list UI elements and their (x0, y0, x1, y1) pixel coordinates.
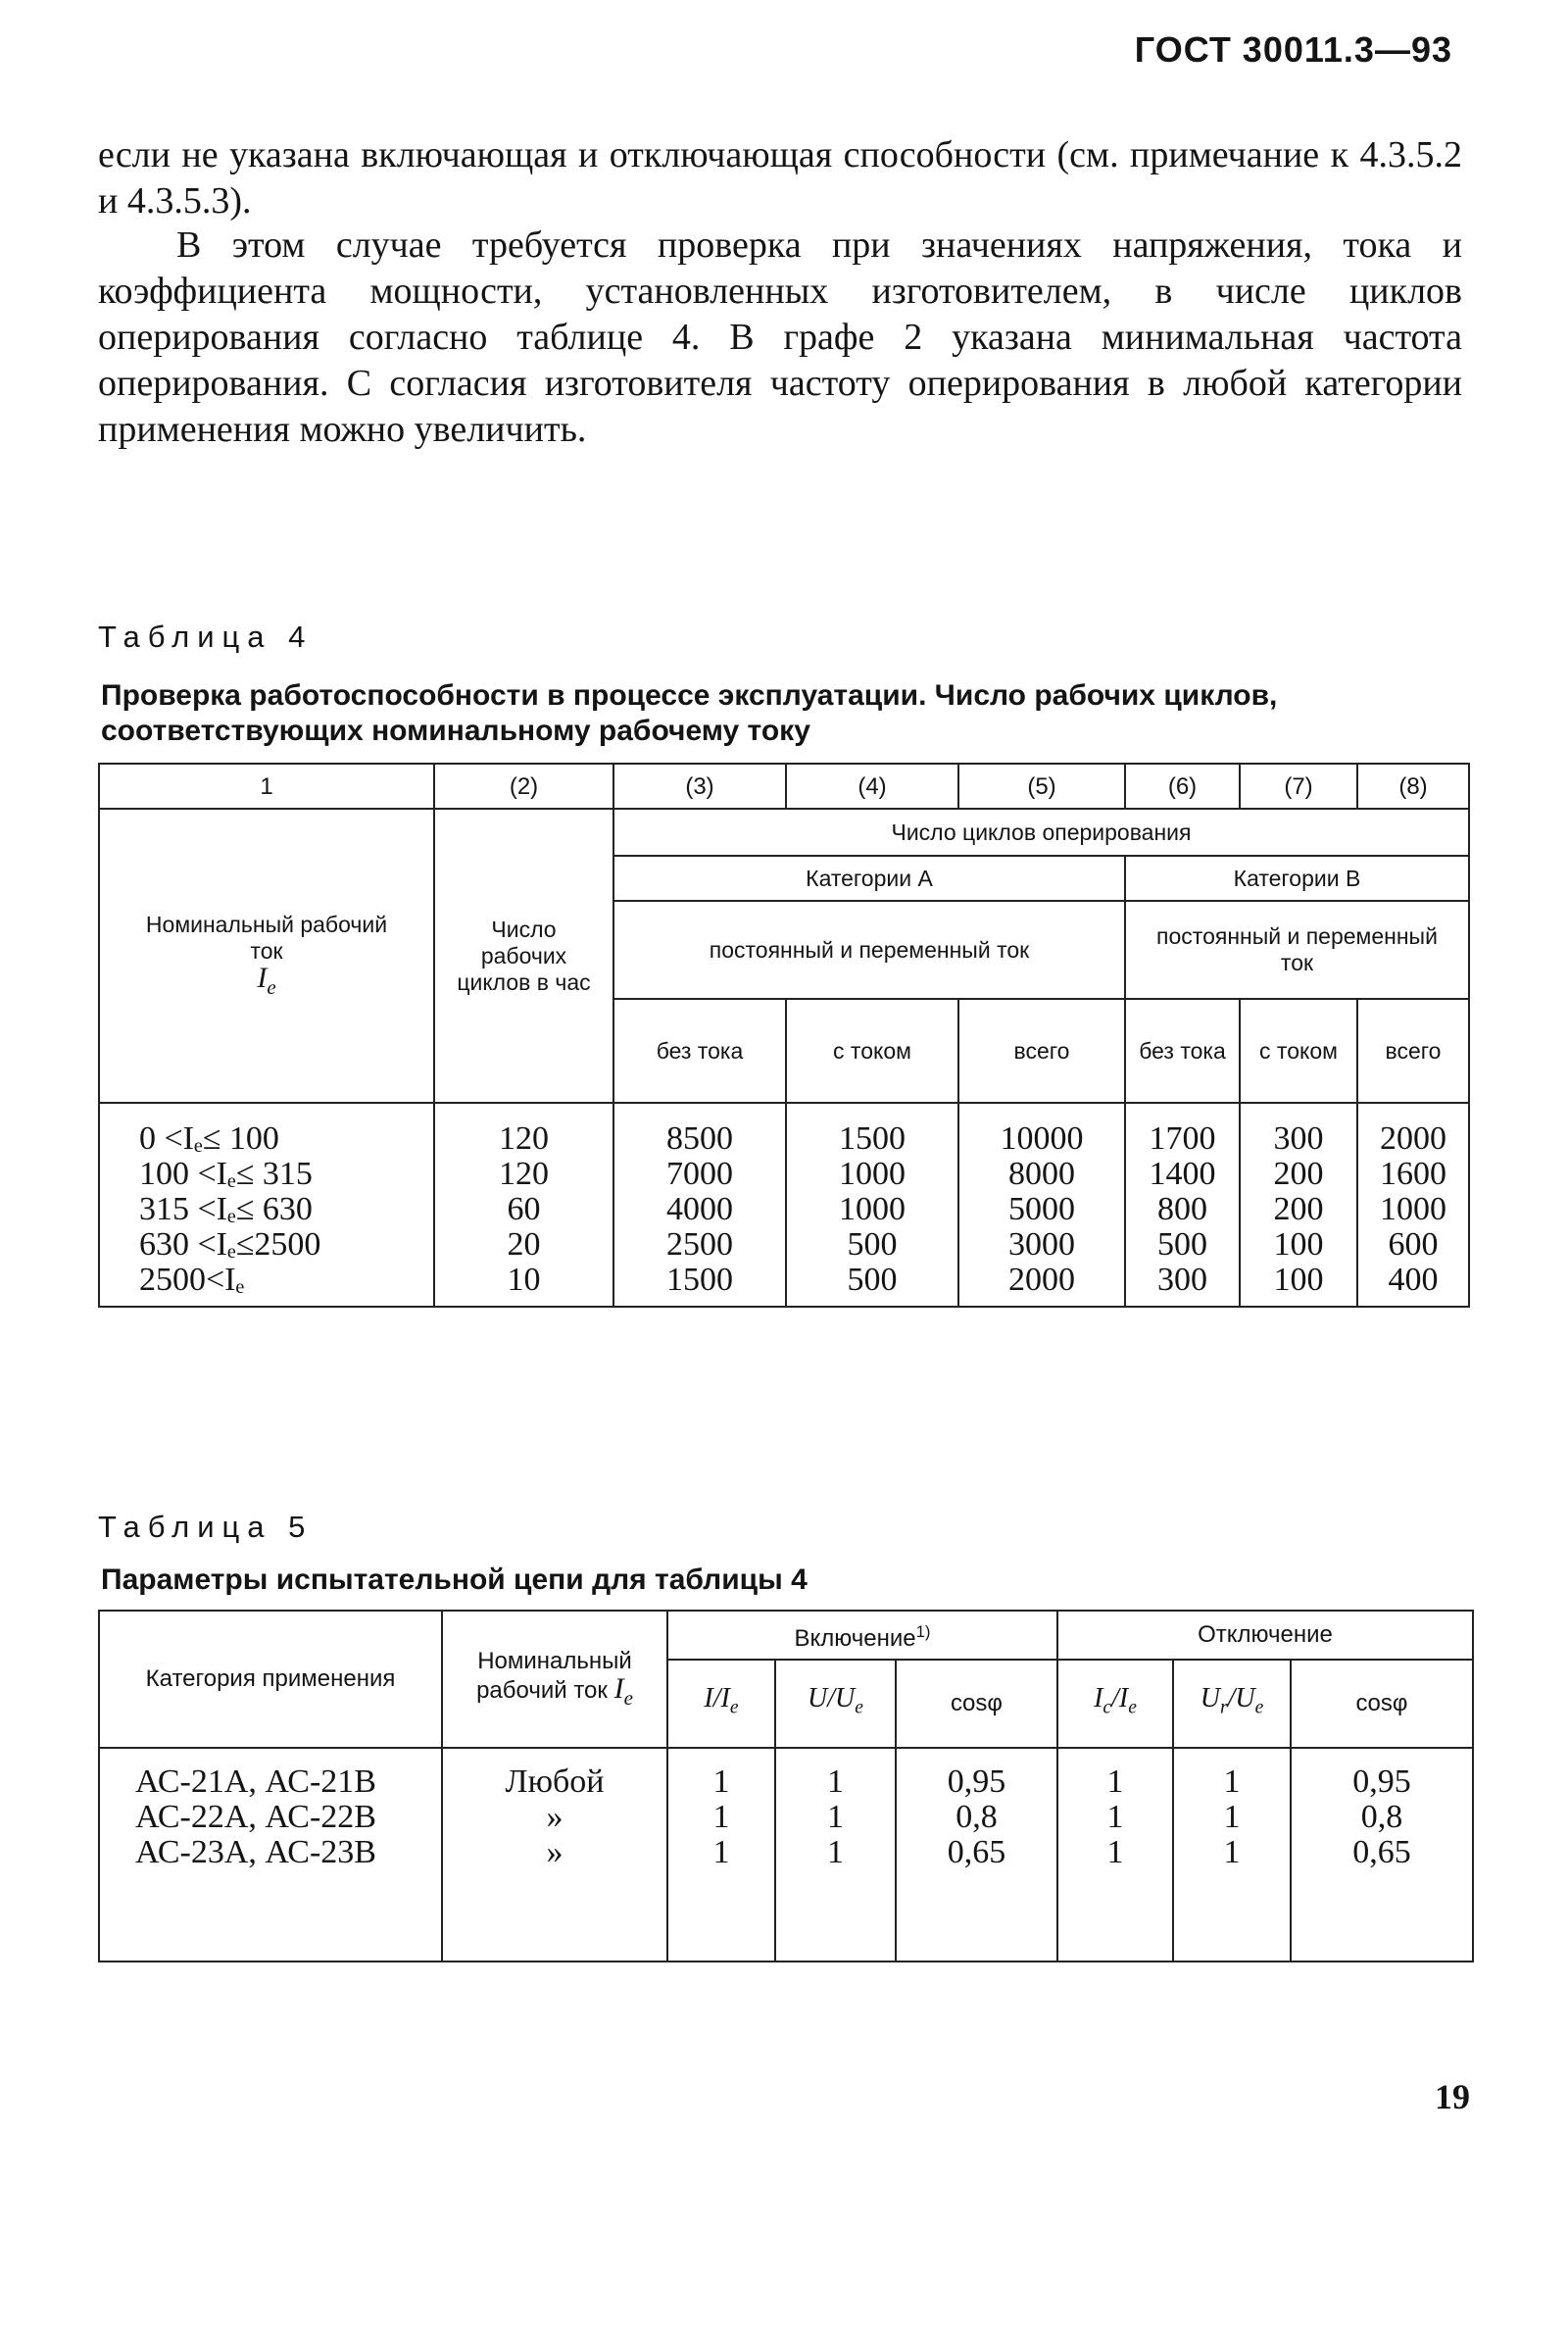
t5-header-ic-ie: $I_c/I_e$ (1057, 1660, 1173, 1748)
t5-col-cos-break (1291, 1748, 1473, 1962)
t5-cell-u-ue: 1 (827, 1763, 844, 1800)
t4-cell-a-with: 1000 (839, 1156, 906, 1192)
t5-cell-current: » (546, 1799, 564, 1835)
t5-col-u-ue (775, 1748, 896, 1962)
table4 (98, 763, 1470, 1308)
t4-cell-a-with: 500 (847, 1226, 898, 1263)
t5-col-cos-make (896, 1748, 1057, 1962)
t4-col-a-with (786, 1103, 958, 1307)
t4-cell-b-with: 100 (1273, 1226, 1324, 1263)
t5-cell-ur-ue: 1 (1223, 1834, 1241, 1870)
t5-header-break: Отключение (1057, 1611, 1473, 1660)
t5-cell-i-ie: 1 (712, 1799, 730, 1835)
t4-col-a-no (613, 1103, 786, 1307)
t4-col-cph (434, 1103, 613, 1307)
t4-cell-a-no: 7000 (666, 1156, 733, 1192)
t4-header-b-no-current: без тока (1125, 999, 1240, 1103)
t4-col-range (99, 1103, 434, 1307)
t4-cell-b-with: 200 (1273, 1191, 1324, 1227)
t5-col-ic-ie (1057, 1748, 1173, 1962)
t4-cell-a-no: 8500 (666, 1120, 733, 1157)
t5-cell-u-ue: 1 (827, 1834, 844, 1870)
paragraph-continuation: если не указана включающая и отключающая способности (см. примечание к 4.3.5.2 и 4.3.5.3). (98, 134, 1462, 222)
t5-cell-ic-ie: 1 (1106, 1799, 1124, 1835)
t4-cell-a-no: 2500 (666, 1226, 733, 1263)
t4-header-b-total: всего (1357, 999, 1469, 1103)
t5-header-cos-break: cosφ (1291, 1660, 1473, 1748)
t4-cell-b-total: 1600 (1380, 1156, 1446, 1192)
document-header: ГОСТ 30011.3—93 (1134, 29, 1452, 70)
t4-cell-a-total: 10000 (1000, 1120, 1084, 1157)
t4-cell-b-no: 1700 (1149, 1120, 1216, 1157)
t4-cell-b-total: 400 (1388, 1262, 1439, 1298)
t4-header-rated-current: Номинальный рабочий ток $I_e$ (99, 809, 434, 1103)
t4-cell-b-total: 1000 (1380, 1191, 1446, 1227)
t5-cell-category: АС-22А, АС-22В (135, 1799, 376, 1835)
t5-header-u-ue: $U/U_e$ (775, 1660, 896, 1748)
t5-cell-ic-ie: 1 (1106, 1763, 1124, 1800)
t4-cell-range: 0 <Iₑ≤ 100 (139, 1120, 279, 1157)
t5-cell-current: » (546, 1834, 564, 1870)
t4-header-b-with-current: с током (1240, 999, 1357, 1103)
t5-cell-category: АС-21А, АС-21В (135, 1763, 376, 1800)
t5-header-category: Категория применения (99, 1611, 442, 1748)
t4-colnum-5: (5) (958, 764, 1125, 809)
t4-col-b-total (1357, 1103, 1469, 1307)
table5 (98, 1610, 1474, 1962)
t4-header-a-with-current: с током (786, 999, 958, 1103)
t5-cell-ic-ie: 1 (1106, 1834, 1124, 1870)
t4-colnum-2: (2) (434, 764, 613, 809)
t4-cell-a-total: 2000 (1008, 1262, 1075, 1298)
t5-cell-cos-make: 0,65 (947, 1834, 1006, 1870)
t4-cell-a-with: 1500 (839, 1120, 906, 1157)
t5-col-ur-ue (1173, 1748, 1291, 1962)
t4-cell-range: 630 <Iₑ≤2500 (139, 1226, 321, 1263)
t5-cell-category: АС-23А, АС-23В (135, 1834, 376, 1870)
t4-header-current-type-b: постоянный и переменный ток (1125, 901, 1469, 999)
t5-cell-ur-ue: 1 (1223, 1799, 1241, 1835)
t4-header-category-a: Категории А (613, 856, 1125, 901)
t4-cell-a-no: 1500 (666, 1262, 733, 1298)
t4-cell-b-no: 300 (1157, 1262, 1207, 1298)
t4-cell-range: 100 <Iₑ≤ 315 (139, 1156, 313, 1192)
t4-cell-a-no: 4000 (666, 1191, 733, 1227)
t4-cell-b-no: 500 (1157, 1226, 1207, 1263)
t4-cell-b-with: 300 (1273, 1120, 1324, 1157)
t4-header-a-no-current: без тока (613, 999, 786, 1103)
t4-cell-range: 2500<Iₑ (139, 1262, 245, 1298)
t4-cell-a-total: 8000 (1008, 1156, 1075, 1192)
t5-header-rated-current: Номинальный рабочий ток $I_e$ (442, 1611, 667, 1748)
t4-cell-a-with: 500 (847, 1262, 898, 1298)
t4-cell-a-with: 1000 (839, 1191, 906, 1227)
t4-cell-cph: 120 (499, 1156, 549, 1192)
table4-caption: Таблица 4 (98, 620, 314, 654)
t4-header-category-b: Категории В (1125, 856, 1469, 901)
t4-cell-b-no: 800 (1157, 1191, 1207, 1227)
t4-colnum-6: (6) (1125, 764, 1240, 809)
t4-header-cycles-per-hour: Число рабочих циклов в час (434, 809, 613, 1103)
paragraph-test-conditions: В этом случае требуется проверка при значениях напряжения, тока и коэффициента мощности, установленных изготовителем, в числе циклов оперирования согласно таблице 4. В графе 2 указана минимальная частота оперирования. С согласия изготовителя частоту оперирования в любой категории применения можно увеличить. (98, 224, 1462, 450)
t5-cell-cos-break: 0,65 (1352, 1834, 1411, 1870)
t4-cell-range: 315 <Iₑ≤ 630 (139, 1191, 313, 1227)
t5-cell-ur-ue: 1 (1223, 1763, 1241, 1800)
t5-cell-cos-make: 0,95 (947, 1763, 1006, 1800)
t4-cell-b-total: 600 (1388, 1226, 1439, 1263)
t4-cell-a-total: 5000 (1008, 1191, 1075, 1227)
t4-colnum-3: (3) (613, 764, 786, 809)
t5-cell-i-ie: 1 (712, 1763, 730, 1800)
t4-cell-b-no: 1400 (1149, 1156, 1216, 1192)
t5-header-i-ie: $I/I_e$ (667, 1660, 775, 1748)
table4-title: Проверка работоспособности в процессе эксплуатации. Число рабочих циклов, соответствующих номинальному рабочему току (101, 679, 1278, 747)
t5-cell-cos-break: 0,8 (1360, 1799, 1403, 1835)
t4-cell-b-total: 2000 (1380, 1120, 1446, 1157)
t5-cell-cos-break: 0,95 (1352, 1763, 1411, 1800)
t5-header-make: Включение$^{1)}$ (667, 1611, 1057, 1660)
t4-header-operating-cycles: Число циклов оперирования (613, 809, 1469, 856)
t4-header-current-type-a: постоянный и переменный ток (613, 901, 1125, 999)
t4-cell-b-with: 200 (1273, 1156, 1324, 1192)
t4-colnum-1: 1 (99, 764, 434, 809)
t4-colnum-8: (8) (1357, 764, 1469, 809)
t5-header-cos-make: cosφ (896, 1660, 1057, 1748)
t5-col-i-ie (667, 1748, 775, 1962)
t4-cell-cph: 20 (507, 1226, 541, 1263)
t5-col-category (99, 1748, 442, 1962)
footnote-marker: 1) (915, 1621, 931, 1641)
t4-cell-a-total: 3000 (1008, 1226, 1075, 1263)
t5-col-current (442, 1748, 667, 1962)
t4-col-a-total (958, 1103, 1125, 1307)
t5-cell-cos-make: 0,8 (956, 1799, 998, 1835)
t4-cell-b-with: 100 (1273, 1262, 1324, 1298)
table5-title: Параметры испытательной цепи для таблицы 4 (101, 1564, 808, 1596)
t4-col-b-with (1240, 1103, 1357, 1307)
table5-caption: Таблица 5 (98, 1510, 314, 1544)
t5-cell-i-ie: 1 (712, 1834, 730, 1870)
t4-cell-cph: 10 (507, 1262, 541, 1298)
t4-header-a-total: всего (958, 999, 1125, 1103)
t5-cell-current: Любой (505, 1763, 605, 1800)
t4-colnum-4: (4) (786, 764, 958, 809)
t4-cell-cph: 120 (499, 1120, 549, 1157)
t5-header-ur-ue: $U_r/U_e$ (1173, 1660, 1291, 1748)
t4-colnum-7: (7) (1240, 764, 1357, 809)
t4-col-b-no (1125, 1103, 1240, 1307)
page-number: 19 (1435, 2077, 1470, 2116)
t5-cell-u-ue: 1 (827, 1799, 844, 1835)
t4-cell-cph: 60 (507, 1191, 541, 1227)
